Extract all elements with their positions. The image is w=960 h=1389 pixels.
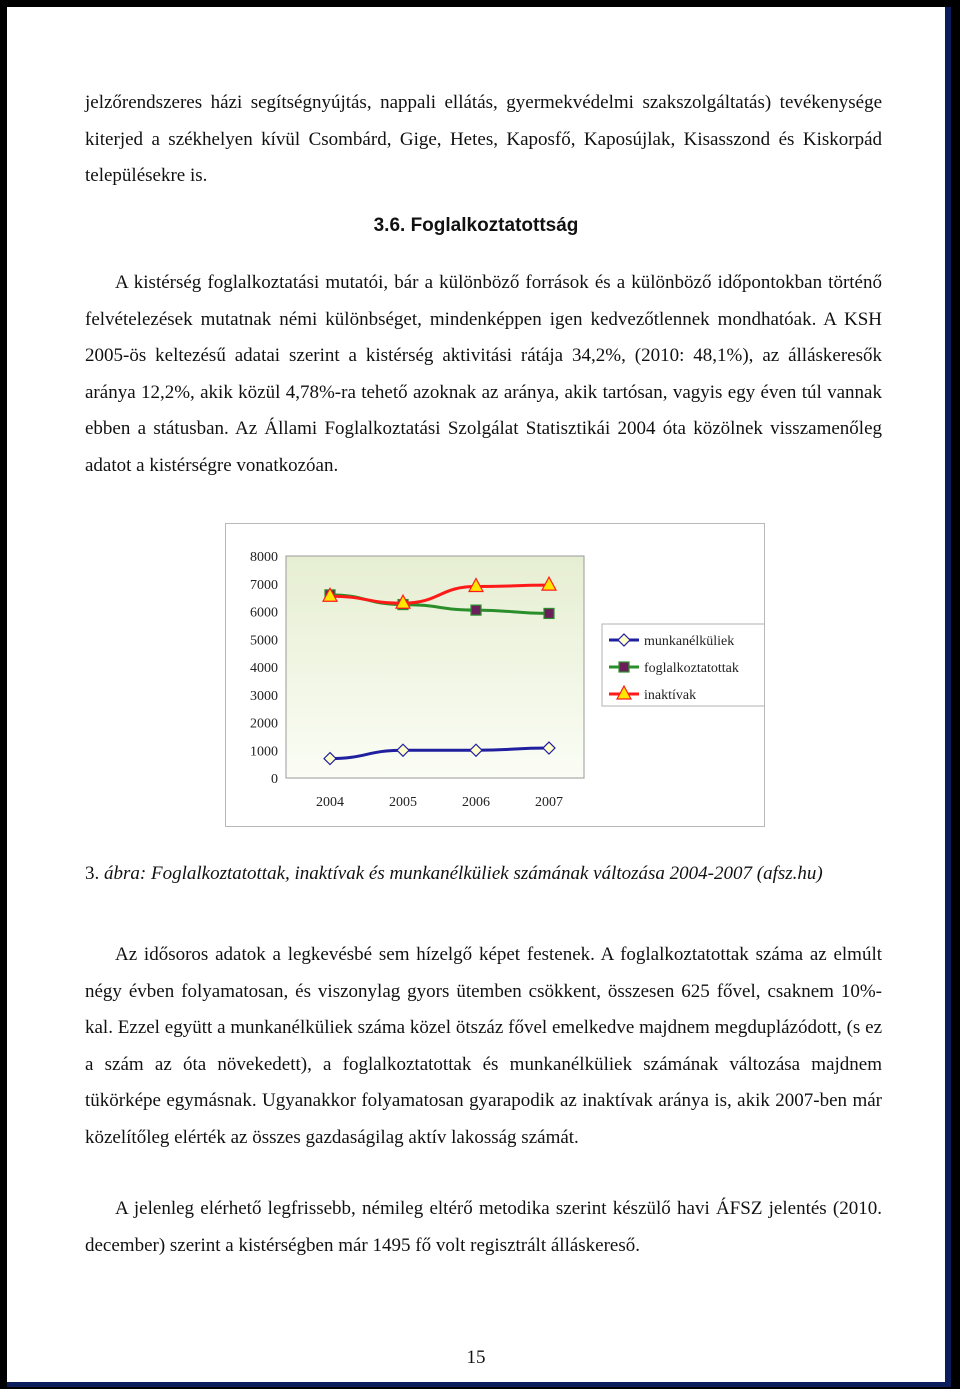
y-axis-ticks <box>250 550 278 787</box>
figure-number: 3. <box>85 863 100 884</box>
legend-marker <box>619 662 629 672</box>
figure-caption <box>85 855 882 892</box>
y-tick-label: 8000 <box>250 550 278 565</box>
chart-svg <box>226 524 764 826</box>
y-tick-label: 6000 <box>250 605 278 621</box>
paragraph-afsz-report: A jelenleg elérhető legfrissebb, némileg eltérő metodika szerint készülő havi ÁFSZ jelentés (2010. december) szerint a kistérségben már 1495 fő volt regisztrált álláskereső. <box>85 1198 882 1256</box>
y-tick-label: 5000 <box>250 633 278 649</box>
x-axis-ticks <box>316 795 563 810</box>
y-tick-label: 3000 <box>250 688 278 704</box>
paragraph-intro-continued: jelzőrendszeres házi segítségnyújtás, nappali ellátás, gyermekvédelmi szakszolgáltatás) tevékenysége kiterjed a székhelyen kívül Csombárd, Gige, Hetes, Kaposfő, Kaposújlak, Kisasszond és Kiskorpád településekre is. <box>85 92 882 186</box>
x-tick-label: 2007 <box>535 795 563 810</box>
page-number: 15 <box>466 1347 486 1368</box>
section-heading: 3.6. Foglalkoztatottság <box>373 215 579 236</box>
x-tick-label: 2005 <box>389 795 417 810</box>
x-tick-label: 2004 <box>316 795 344 810</box>
paragraph-time-series: Az idősoros adatok a legkevésbé sem hízelgő képet festenek. A foglalkoztatottak száma az elmúlt négy évben folyamatosan, és viszonylag gyors ütemben csökkent, összesen 625 fővel, csaknem 10%-kal. Ezzel együtt a munkanélküliek száma közel ötszáz fővel emelkedve majdnem megduplázódott, (s ez a szám az óta növekedett), a foglalkoztatottak és munkanélküliek számának változása majdnem tükörképe egymásnak. Ugyanakkor folyamatosan gyarapodik az inaktívak aránya is, akik 2007-ben már közelítőleg elérték az összes gazdaságilag aktív lakosság számát. <box>85 944 882 1148</box>
legend-label: munkanélküliek <box>644 634 735 649</box>
legend-label: foglalkoztatottak <box>644 661 739 676</box>
y-tick-label: 1000 <box>250 744 278 760</box>
y-tick-label: 4000 <box>250 661 278 676</box>
figure-caption-text: ábra: Foglalkoztatottak, inaktívak és munkanélküliek számának változása 2004-2007 (afsz.hu) <box>99 863 823 884</box>
paragraph-employment-indicators: A kistérség foglalkoztatási mutatói, bár a különböző források és a különböző időpontokban történő felvételezések mutatnak némi különbséget, mindenképpen igen kedvezőtlennek mondhatóak. A KSH 2005-ös keltezésű adatai szerint a kistérség aktivitási rátája 34,2%, (2010: 48,1%), az álláskeresők aránya 12,2%, akik közül 4,78%-ra tehető azoknak az aránya, akik tartósan, vagyis egy éven túl vannak ebben a státusban. Az Állami Foglalkoztatási Szolgálat Statisztikái 2004 óta közölnek visszamenőleg adatot a kistérségre vonatkozóan. <box>85 272 882 476</box>
legend-label: inaktívak <box>644 688 697 703</box>
y-tick-label: 7000 <box>250 577 278 593</box>
employment-chart <box>225 523 765 827</box>
document-page <box>7 7 951 1387</box>
y-tick-label: 2000 <box>250 716 278 732</box>
x-tick-label: 2006 <box>462 795 490 810</box>
y-tick-label: 0 <box>271 772 278 787</box>
legend <box>602 624 764 706</box>
data-point <box>471 605 481 615</box>
data-point <box>544 608 554 618</box>
